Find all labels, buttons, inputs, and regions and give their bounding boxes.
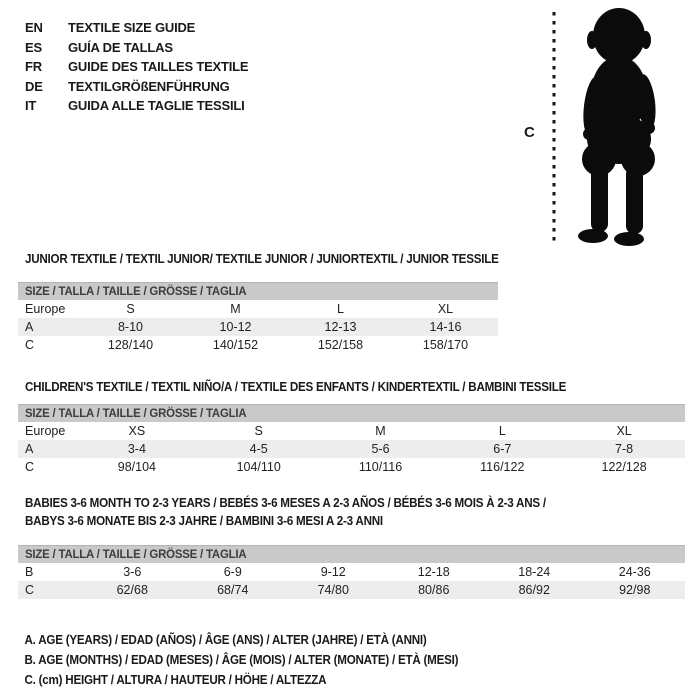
table-cell: 62/68 [116, 583, 148, 597]
row-label: C [25, 338, 35, 352]
row-label: A [25, 442, 34, 456]
table-cell: 68/74 [217, 583, 249, 597]
table-row-europe [18, 422, 685, 440]
table-cell: L [498, 424, 506, 438]
table-header-bar [18, 282, 498, 300]
children-size-table [18, 404, 685, 476]
language-title: GUIDE DES TAILLES TEXTILE [68, 59, 249, 74]
size-header-label: SIZE / TALLA / TAILLE / GRÖSSE / TAGLIA [25, 284, 247, 298]
table-cell: 7-8 [615, 442, 634, 456]
section-title-line2: BABYS 3-6 MONATE BIS 2-3 JAHRE / BAMBINI 3-6 MESI A 2-3 ANNI [25, 514, 383, 528]
row-label: Europe [25, 424, 66, 438]
measure-legend [18, 630, 685, 690]
legend-line-c: C. (cm) HEIGHT / ALTURA / HAUTEUR / HÖHE / ALTEZZA [24, 673, 327, 687]
table-cell: 80/86 [418, 583, 450, 597]
language-title: TEXTILE SIZE GUIDE [68, 20, 196, 35]
legend-line-a: A. AGE (YEARS) / EDAD (AÑOS) / ÂGE (ANS) / ALTER (JAHRE) / ETÀ (ANNI) [24, 633, 427, 647]
baby-silhouette-icon [520, 4, 695, 248]
table-cell: XL [437, 302, 454, 316]
section-title-block [18, 496, 685, 529]
table-cell: 116/122 [480, 460, 525, 474]
size-header-label: SIZE / TALLA / TAILLE / GRÖSSE / TAGLIA [25, 547, 247, 561]
table-cell: 5-6 [371, 442, 390, 456]
table-cell: 86/92 [518, 583, 550, 597]
table-cell: 6-7 [493, 442, 512, 456]
language-code: IT [25, 98, 37, 113]
table-cell: XS [128, 424, 146, 438]
table-cell: 140/152 [212, 338, 259, 352]
babies-size-table [18, 545, 685, 599]
language-row-en [25, 18, 248, 38]
table-cell: 18-24 [518, 565, 551, 579]
table-cell: 12-13 [324, 320, 357, 334]
baby-silhouette [578, 8, 658, 246]
language-row-it [25, 96, 248, 116]
table-cell: 14-16 [429, 320, 462, 334]
size-figure [520, 4, 695, 248]
table-cell: 110/116 [358, 460, 403, 474]
row-label: C [25, 460, 35, 474]
table-cell: 9-12 [320, 565, 346, 579]
section-babies [18, 496, 685, 599]
table-cell: 98/104 [117, 460, 157, 474]
table-row-height [18, 581, 685, 599]
table-cell: M [375, 424, 386, 438]
table-cell: 6-9 [223, 565, 242, 579]
language-code: FR [25, 59, 42, 74]
table-row-height [18, 336, 498, 354]
section-childrens-textile [18, 380, 685, 476]
legend-line-b: B. AGE (MONTHS) / EDAD (MESES) / ÂGE (MOIS) / ALTER (MONATE) / ETÀ (MESI) [24, 653, 459, 667]
row-label: Europe [25, 302, 66, 316]
table-cell: 3-4 [127, 442, 146, 456]
table-row-age [18, 318, 498, 336]
row-label: A [25, 320, 34, 334]
section-title-line1: BABIES 3-6 MONTH TO 2-3 YEARS / BEBÉS 3-6 MESES A 2-3 AÑOS / BÉBÉS 3-6 MOIS À 2-3 ANS / [25, 496, 546, 510]
table-cell: 158/170 [422, 338, 469, 352]
table-row-europe [18, 300, 498, 318]
table-cell: S [126, 302, 135, 316]
table-cell: M [230, 302, 241, 316]
table-cell: 152/158 [317, 338, 364, 352]
language-row-fr [25, 57, 248, 77]
table-cell: XL [616, 424, 632, 438]
language-title-list [25, 18, 248, 116]
table-cell: 24-36 [618, 565, 651, 579]
table-cell: 10-12 [219, 320, 252, 334]
table-row-age [18, 440, 685, 458]
section-title: JUNIOR TEXTILE / TEXTIL JUNIOR/ TEXTILE JUNIOR / JUNIORTEXTIL / JUNIOR TESSILE [25, 252, 499, 266]
language-title: TEXTILGRÖßENFÜHRUNG [68, 78, 230, 94]
size-guide-content [18, 252, 685, 690]
table-cell: 12-18 [417, 565, 450, 579]
row-label: C [25, 583, 35, 597]
table-cell: 128/140 [107, 338, 154, 352]
language-row-es [25, 38, 248, 58]
table-header-bar [18, 404, 685, 422]
section-junior-textile [18, 252, 685, 354]
table-cell: 8-10 [117, 320, 144, 334]
table-cell: L [337, 302, 344, 316]
table-cell: 122/128 [601, 460, 647, 474]
table-cell: 4-5 [249, 442, 268, 456]
measure-label-c: C [524, 124, 535, 141]
junior-size-table [18, 282, 498, 354]
table-cell: 74/80 [317, 583, 349, 597]
language-code: EN [25, 20, 43, 35]
size-header-label: SIZE / TALLA / TAILLE / GRÖSSE / TAGLIA [25, 406, 247, 420]
language-title: GUÍA DE TALLAS [68, 39, 173, 55]
table-row-height [18, 458, 685, 476]
section-title: CHILDREN'S TEXTILE / TEXTIL NIÑO/A / TEXTILE DES ENFANTS / KINDERTEXTIL / BAMBINI TESSILE [25, 380, 567, 394]
table-cell: 104/110 [236, 460, 281, 474]
table-cell: 92/98 [619, 583, 651, 597]
table-cell: 3-6 [123, 565, 142, 579]
language-code: ES [25, 39, 42, 55]
language-row-de [25, 77, 248, 97]
table-header-bar [18, 545, 685, 563]
table-row-months [18, 563, 685, 581]
table-cell: S [254, 424, 263, 438]
row-label: B [25, 565, 34, 579]
language-title: GUIDA ALLE TAGLIE TESSILI [68, 98, 245, 113]
language-code: DE [25, 78, 43, 94]
